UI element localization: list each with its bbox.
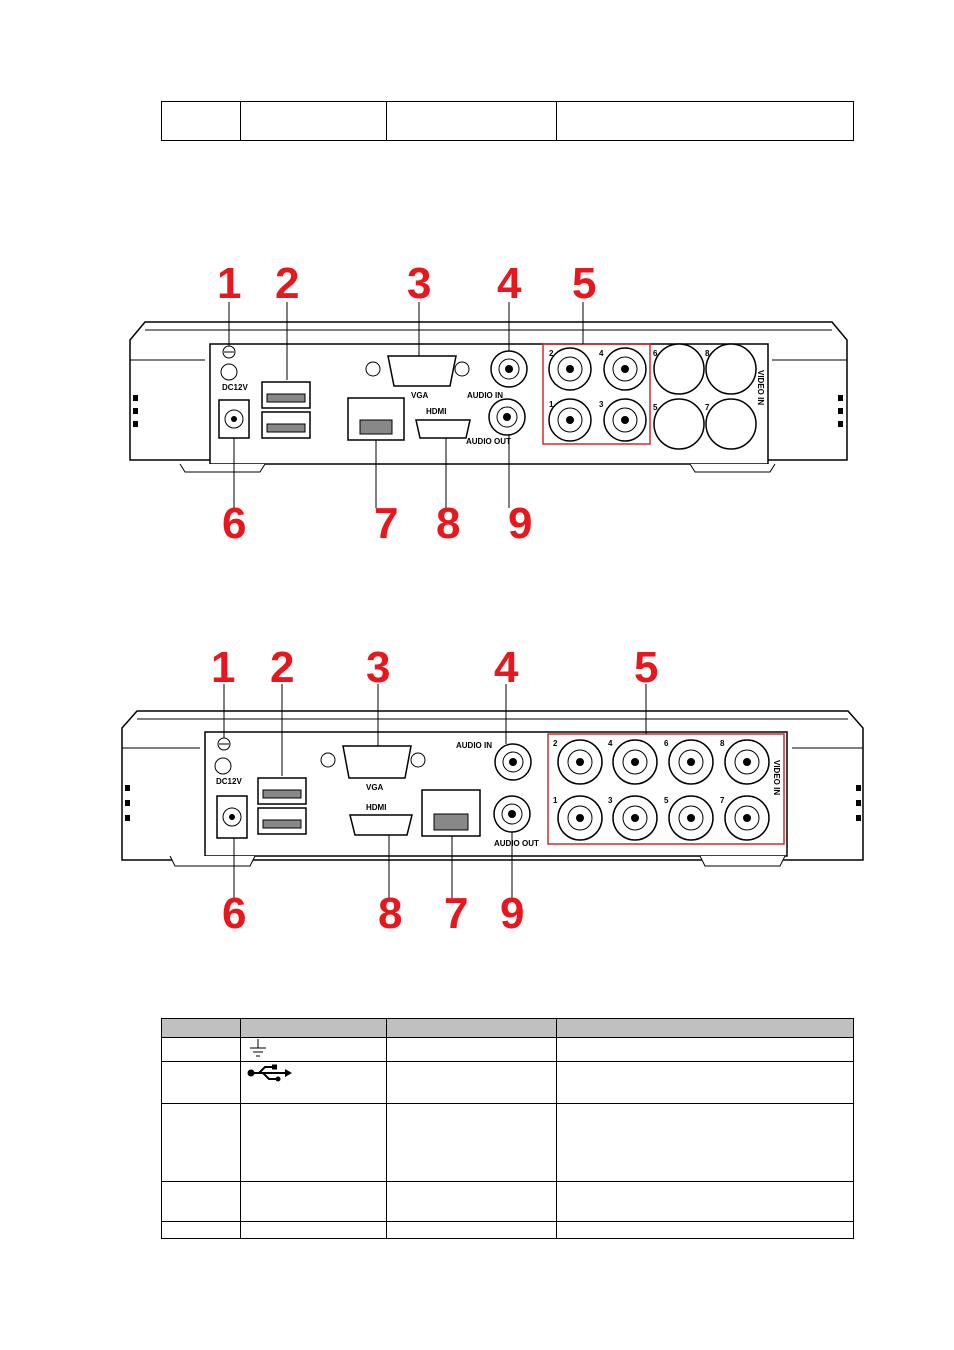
top-table [161, 101, 854, 141]
bnc-number: 4 [608, 739, 613, 748]
table-cell [162, 1222, 241, 1239]
callout-number: 9 [500, 889, 525, 938]
table-header-cell [241, 1019, 387, 1038]
hdmi-label: HDMI [426, 407, 447, 416]
table-cell [387, 102, 557, 141]
table-row [162, 102, 854, 141]
callout-number: 1 [211, 643, 236, 692]
table-cell [162, 1104, 241, 1182]
ethernet-port-icon [422, 790, 480, 836]
ground-symbol-icon [247, 1038, 269, 1058]
audio-in-label: AUDIO IN [456, 741, 492, 750]
blank-number: 8 [705, 349, 710, 358]
bnc-connector-icon [558, 796, 602, 840]
table-cell [241, 1038, 387, 1062]
bnc-connector-icon [604, 399, 646, 441]
blank-plate-icon [706, 399, 756, 449]
audio-out-label: AUDIO OUT [466, 437, 511, 446]
table-row [162, 1038, 854, 1062]
port-description-table [161, 1018, 854, 1239]
table-row [162, 1104, 854, 1182]
bnc-connector-icon [604, 348, 646, 390]
bnc-connector-icon [669, 740, 713, 784]
callout-number: 6 [222, 889, 247, 938]
callout-number: 8 [436, 499, 461, 548]
callout-number: 5 [572, 259, 597, 308]
hdmi-port-icon [350, 815, 412, 835]
bnc-number: 2 [549, 349, 554, 358]
audio-out-jack-icon [489, 399, 525, 435]
vga-label: VGA [366, 783, 384, 792]
bnc-number: 4 [599, 349, 604, 358]
table-cell [162, 102, 241, 141]
table-cell [557, 1062, 854, 1104]
audio-in-label: AUDIO IN [467, 391, 503, 400]
table-cell [162, 1062, 241, 1104]
hdmi-port-icon [416, 420, 470, 438]
power-jack-icon [217, 796, 247, 838]
blank-plate-icon [706, 344, 756, 394]
usb-symbol-icon [247, 1064, 293, 1082]
table-cell [387, 1062, 557, 1104]
table-cell [387, 1182, 557, 1222]
bnc-connector-icon [558, 740, 602, 784]
bnc-number: 3 [608, 796, 613, 805]
callout-number: 7 [444, 889, 469, 938]
rear-panel-8ch-figure [0, 640, 954, 940]
ethernet-port-icon [348, 398, 404, 440]
table-cell [387, 1038, 557, 1062]
callout-number: 9 [508, 499, 533, 548]
bnc-connector-icon [613, 796, 657, 840]
table-cell [162, 1182, 241, 1222]
blank-plate-icon [654, 399, 704, 449]
table-row [162, 1182, 854, 1222]
vga-label: VGA [411, 391, 429, 400]
table-cell [557, 1038, 854, 1062]
table-cell [387, 1222, 557, 1239]
table-cell [557, 1222, 854, 1239]
callout-number: 5 [634, 643, 659, 692]
table-cell [241, 102, 387, 141]
audio-out-jack-icon [494, 796, 530, 832]
bnc-number: 5 [664, 796, 669, 805]
blank-number: 6 [653, 349, 658, 358]
ground-screw-icon [223, 346, 235, 358]
power-label: DC12V [216, 777, 242, 786]
table-cell [557, 1182, 854, 1222]
blank-number: 5 [653, 403, 658, 412]
table-cell [241, 1222, 387, 1239]
bnc-connector-icon [725, 796, 769, 840]
table-header-cell [557, 1019, 854, 1038]
bnc-number: 7 [720, 796, 725, 805]
callout-number: 7 [374, 499, 399, 548]
bnc-number: 8 [720, 739, 725, 748]
callout-number: 1 [217, 259, 242, 308]
table-header-row [162, 1019, 854, 1038]
bnc-number: 1 [553, 796, 558, 805]
table-row [162, 1222, 854, 1239]
table-row [162, 1062, 854, 1104]
power-label: DC12V [222, 383, 248, 392]
ground-terminal-icon [215, 758, 231, 774]
hdmi-label: HDMI [366, 803, 387, 812]
video-in-label: VIDEO IN [772, 760, 781, 796]
table-cell [241, 1104, 387, 1182]
bnc-connector-icon [725, 740, 769, 784]
table-cell [557, 102, 854, 141]
table-cell [557, 1104, 854, 1182]
bnc-number: 3 [599, 400, 604, 409]
bnc-connector-icon [613, 740, 657, 784]
rear-panel-4ch-figure [0, 260, 954, 550]
power-jack-icon [219, 400, 249, 438]
table-header-cell [162, 1019, 241, 1038]
callout-number: 2 [275, 259, 300, 308]
table-cell [241, 1062, 387, 1104]
ground-terminal-icon [221, 364, 237, 380]
table-header-cell [387, 1019, 557, 1038]
callout-number: 2 [270, 643, 295, 692]
blank-plate-icon [654, 344, 704, 394]
callout-number: 8 [378, 889, 403, 938]
callout-number: 3 [366, 643, 391, 692]
callout-number: 6 [222, 499, 247, 548]
callout-number: 4 [494, 643, 519, 692]
table-cell [241, 1182, 387, 1222]
bnc-number: 1 [549, 400, 554, 409]
audio-out-label: AUDIO OUT [494, 839, 539, 848]
audio-in-jack-icon [495, 744, 531, 780]
bnc-connector-icon [549, 348, 591, 390]
ground-screw-icon [218, 738, 230, 750]
audio-in-jack-icon [491, 351, 527, 387]
table-cell [162, 1038, 241, 1062]
bnc-number: 6 [664, 739, 669, 748]
blank-number: 7 [705, 403, 710, 412]
table-cell [387, 1104, 557, 1182]
video-in-label: VIDEO IN [756, 370, 765, 406]
callout-number: 4 [497, 259, 522, 308]
bnc-connector-icon [549, 399, 591, 441]
callout-number: 3 [407, 259, 432, 308]
bnc-connector-icon [669, 796, 713, 840]
bnc-number: 2 [553, 739, 558, 748]
